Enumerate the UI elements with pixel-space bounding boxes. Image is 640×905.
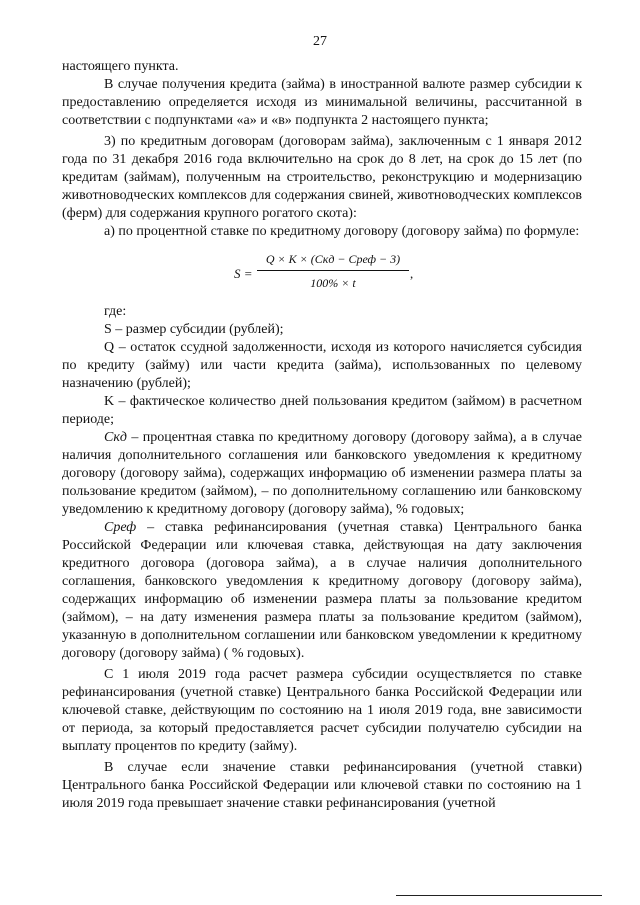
symbol-sref: Среф — [104, 520, 137, 535]
paragraph-july-2019: С 1 июля 2019 года расчет размера субсидии осуществляется по ставке рефинансирования (учетной ставке) Центрального банка Российской Федерации или ключевой ставке, действующим по состоянию на 1 июля 2019 года, вне зависимости от периода, за который предоставляется расчет субсидии получателю субсидии на выплату процентов по кредиту (займу). — [62, 667, 582, 754]
paragraph-continuation: настоящего пункта. — [62, 59, 179, 74]
formula-trailing-comma: , — [410, 266, 414, 281]
paragraph-rate-exceeds: В случае если значение ставки рефинансирования (учетной ставки) Центрального банка Российской Федерации или ключевой ставки по состоянию на 1 июля 2019 года превышает значение ставки рефинансирования (учетной — [62, 760, 582, 811]
formula-numerator: Q × K × (Скд − Среф − 3) — [257, 250, 409, 271]
page-number: 27 — [313, 34, 327, 49]
definition-sref — [62, 519, 582, 663]
paragraph-item-3: 3) по кредитным договорам (договорам займа), заключенным с 1 января 2012 года по 31 декабря 2016 года включительно на срок до 8 лет, на срок до 15 лет (по кредитам (займам), полученным на строительство, реконструкцию и модернизацию животноводческих комплексов для содержания свиней, животноводческих комплексов (ферм) для содержания крупного рогатого скота): — [62, 134, 582, 221]
formula-lhs: S = — [234, 266, 253, 281]
where-label: где: — [104, 304, 127, 319]
formula-denominator: 100% × t — [310, 276, 356, 290]
formula-fraction — [257, 250, 409, 292]
bottom-rule — [396, 895, 602, 896]
definition-sref-text: – ставка рефинансирования (учетная ставка) Центрального банка Российской Федерации или ключевая ставка, действующая на дату заключения кредитного договора (договора займа), а в случае наличия дополнительного соглашения, банковского уведомления к кредитному договору (договору займа), содержащих информацию об изменении размера платы за пользование кредитом (займом), – на дату изменения размера платы за пользование кредитом (займом), указанную в дополнительном соглашении или банковском уведомлении к кредитному договору (договору займа) ( % годовых). — [62, 520, 582, 661]
paragraph-item-a: а) по процентной ставке по кредитному договору (договору займа) по формуле: — [104, 224, 580, 239]
definition-skd-text: – процентная ставка по кредитному договору (договору займа), а в случае наличия дополнительного соглашения или банковского уведомления к кредитному договору (договору займа), содержащих информацию об изменении размера платы за пользование кредитом (займом), – по дополнительному соглашению или банковскому уведомлению к кредитному договору (договору займа), % годовых; — [62, 430, 582, 517]
document-body — [62, 58, 582, 813]
definition-k: K – фактическое количество дней пользования кредитом (займом) в расчетном периоде; — [62, 394, 582, 427]
definition-skd — [62, 429, 582, 519]
symbol-skd: Скд — [104, 430, 127, 445]
paragraph-foreign-currency: В случае получения кредита (займа) в иностранной валюте размер субсидии к предоставлению определяется исходя из минимальной величины, рассчитанной в соответствии с подпунктами «а» и «в» подпункта 2 настоящего пункта; — [62, 77, 582, 128]
definition-s: S – размер субсидии (рублей); — [104, 322, 284, 337]
definition-q: Q – остаток ссудной задолженности, исходя из которого начисляется субсидия по кредиту (займу) или части кредита (займа), использованных по целевому назначению (рублей); — [62, 340, 582, 391]
subsidy-formula — [62, 241, 582, 303]
